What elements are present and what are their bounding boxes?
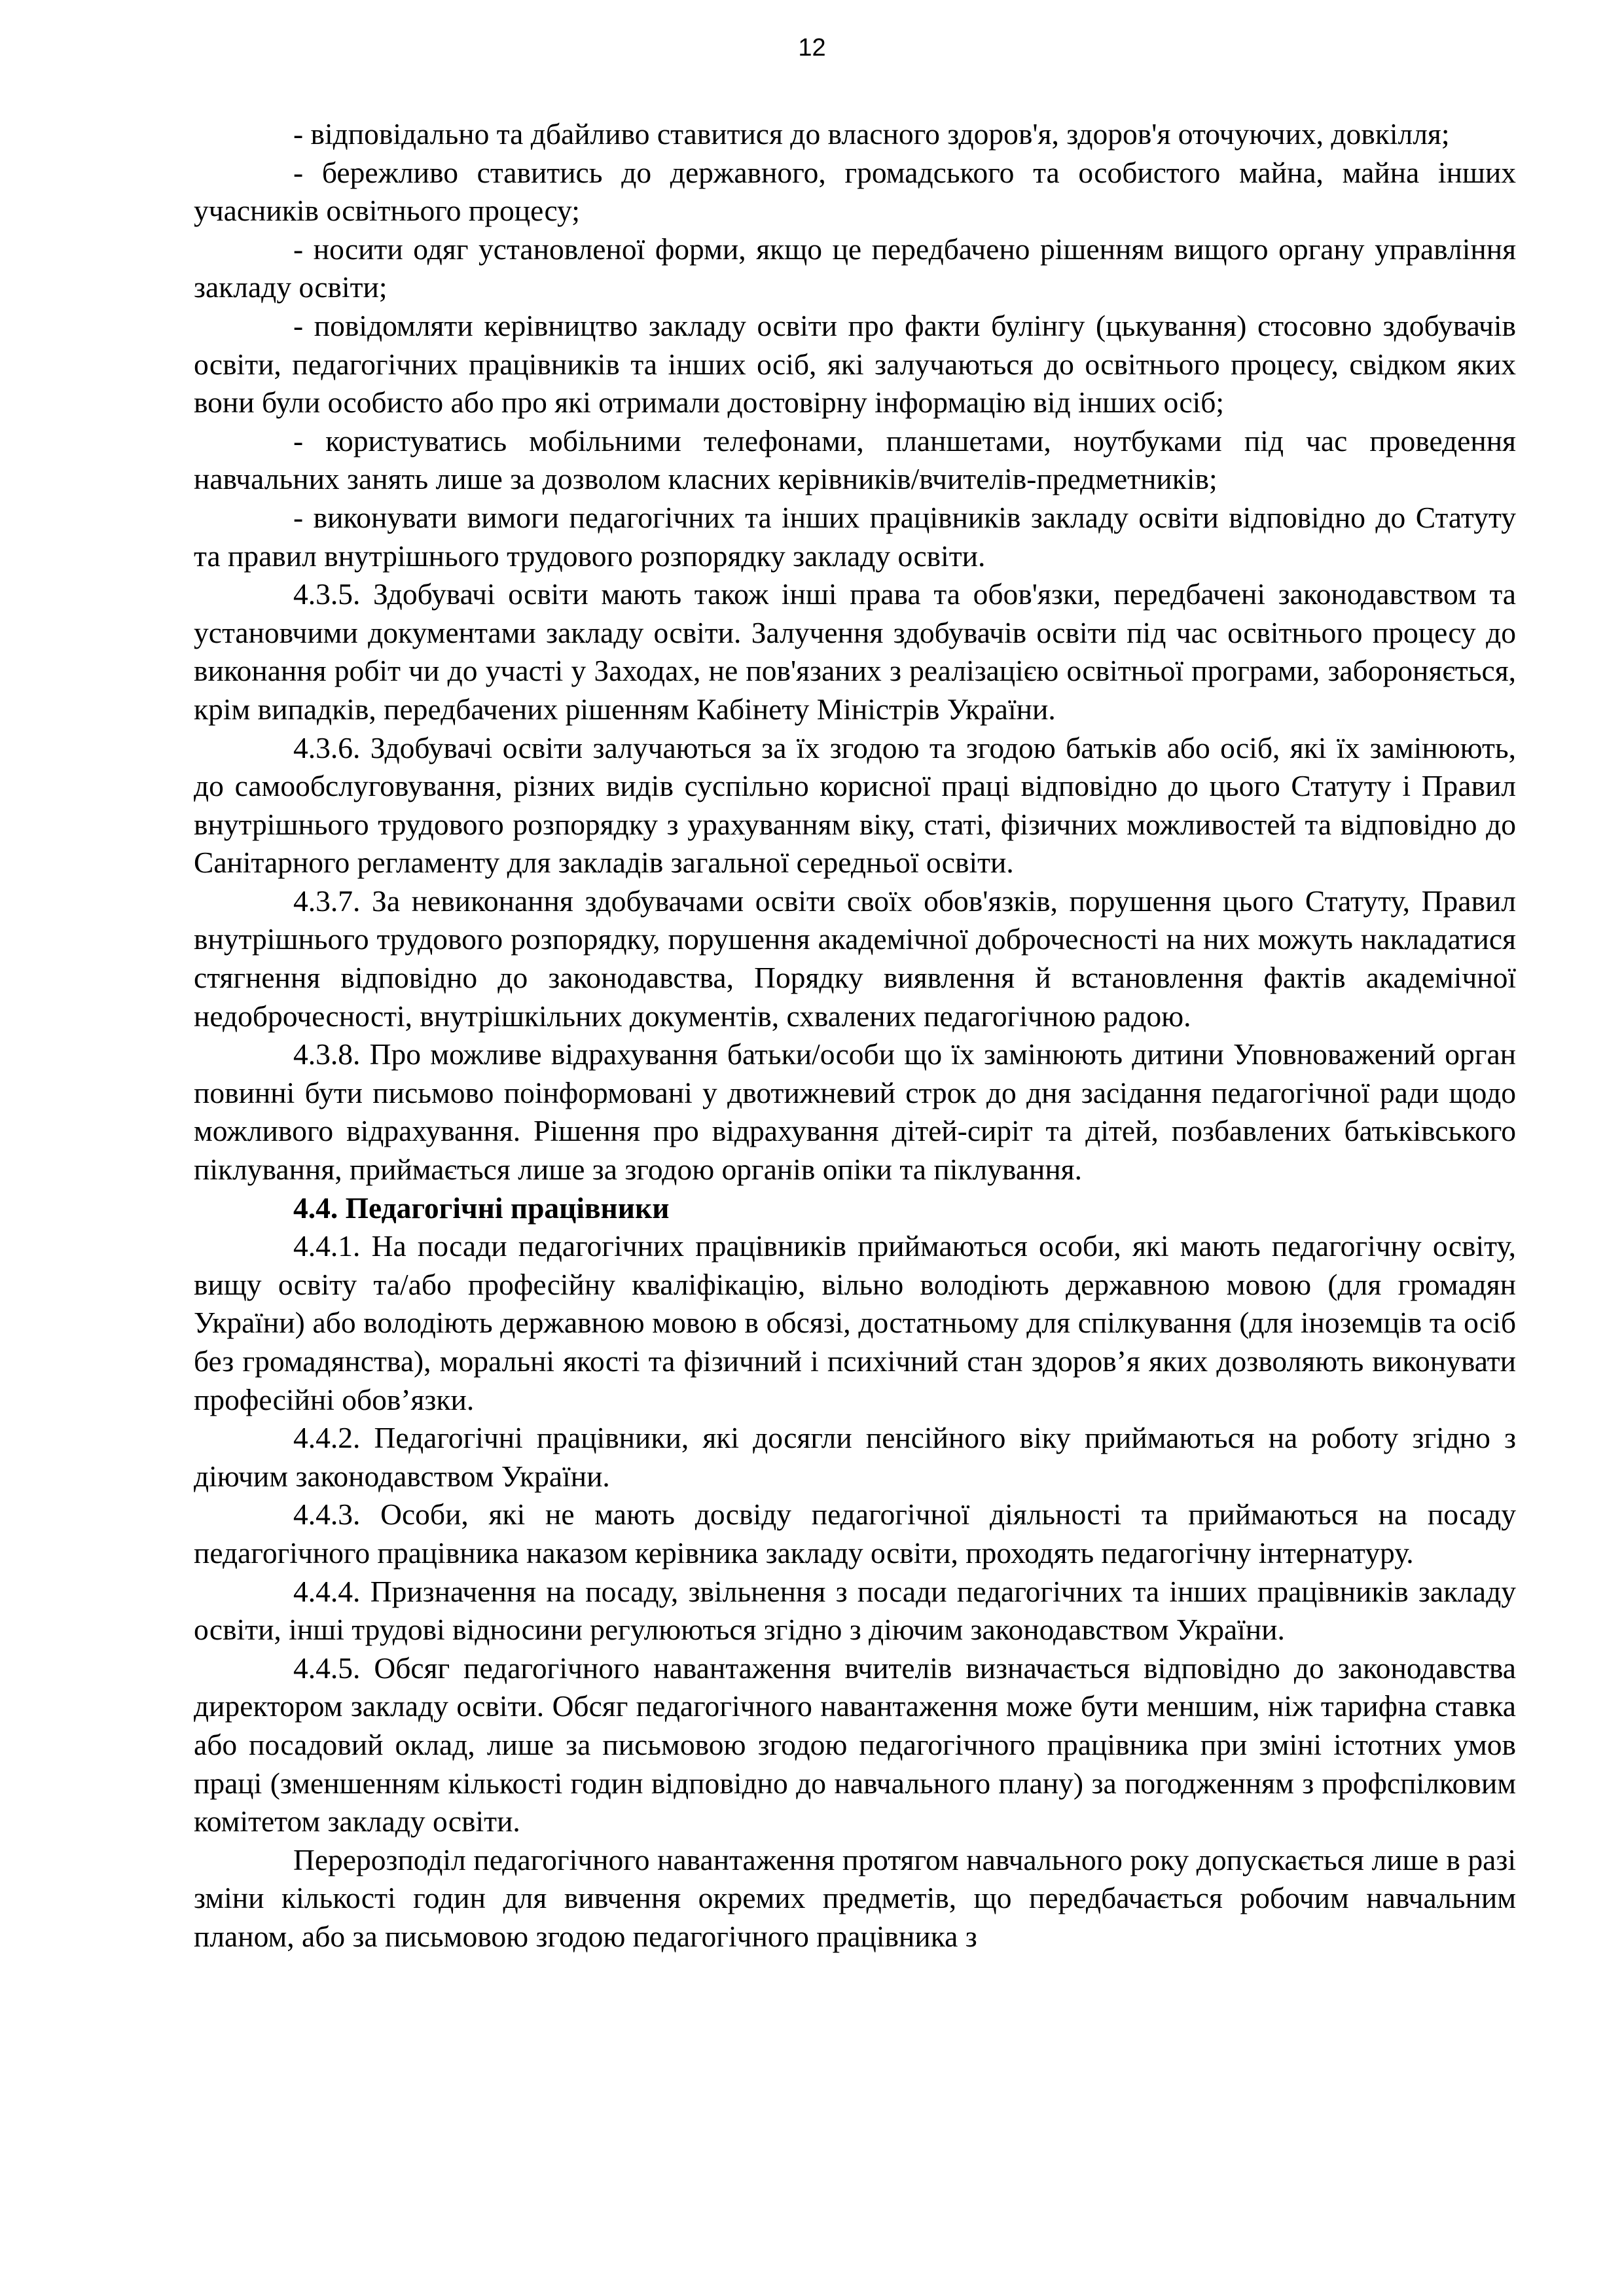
paragraph: 4.3.5. Здобувачі освіти мають також інші права та обов'язки, передбачені законодавством та установчими документами закладу освіти. Залучення здобувачів освіти під час освітнього процесу до виконання робіт чи до участі у Заходах, не пов'язаних з реалізацією освітньої програми, забороняється, крім випадків, передбачених рішенням Кабінету Міністрів України. <box>194 577 1516 726</box>
paragraph: 4.3.7. За невиконання здобувачами освіти своїх обов'язків, порушення цього Статуту, Правил внутрішнього трудового розпорядку, порушення академічної доброчесності на них можуть накладатися стягнення відповідно до законодавства, Порядку виявлення й встановлення фактів академічної недоброчесності, внутрішкільних документів, схвалених педагогічною радою. <box>194 884 1516 1033</box>
section-heading: 4.4. Педагогічні працівники <box>293 1191 670 1225</box>
paragraph: - носити одяг установленої форми, якщо це передбачено рішенням вищого органу управління закладу освіти; <box>194 232 1516 304</box>
paragraph: 4.4.5. Обсяг педагогічного навантаження вчителів визначається відповідно до законодавства директором закладу освіти. Обсяг педагогічного навантаження може бути меншим, ніж тарифна ставка або посадовий оклад, лише за письмовою згодою педагогічного працівника при зміні істотних умов праці (зменшенням кількості годин відповідно до навчального плану) за погодженням з профспілковим комітетом закладу освіти. <box>194 1651 1516 1839</box>
paragraph: - відповідально та дбайливо ставитися до власного здоров'я, здоров'я оточуючих, довкілля; <box>293 117 1450 151</box>
paragraph: 4.4.4. Призначення на посаду, звільнення з посади педагогічних та інших працівників закладу освіти, інші трудові відносини регулюються згідно з діючим законодавством України. <box>194 1574 1516 1647</box>
paragraph: Перерозподіл педагогічного навантаження протягом навчального року допускається лише в разі зміни кількості годин для вивчення окремих предметів, що передбачається робочим навчальним планом, або за письмовою згодою педагогічного працівника з <box>194 1842 1516 1953</box>
paragraph: 4.4.2. Педагогічні працівники, які досягли пенсійного віку приймаються на роботу згідно з діючим законодавством України. <box>194 1421 1516 1493</box>
paragraph: 4.4.3. Особи, які не мають досвіду педагогічної діяльності та приймаються на посаду педагогічного працівника наказом керівника закладу освіти, проходять педагогічну інтернатуру. <box>194 1498 1516 1570</box>
page-number: 12 <box>798 34 826 62</box>
paragraph: - повідомляти керівництво закладу освіти про факти булінгу (цькування) стосовно здобувачів освіти, педагогічних працівників та інших осіб, які залучаються до освітнього процесу, свідком яких вони були особисто або про які отримали достовірну інформацію від інших осіб; <box>194 308 1516 420</box>
document-body <box>194 115 1516 1956</box>
paragraph: - бережливо ставитись до державного, громадського та особистого майна, майна інших учасників освітнього процесу; <box>194 155 1516 228</box>
paragraph: 4.3.6. Здобувачі освіти залучаються за їх згодою та згодою батьків або осіб, які їх замінюють, до самообслуговування, різних видів суспільно корисної праці відповідно до цього Статуту і Правил внутрішнього трудового розпорядку з урахуванням віку, статі, фізичних можливостей та відповідно до Санітарного регламенту для закладів загальної середньої освіти. <box>194 730 1516 880</box>
paragraph: - виконувати вимоги педагогічних та інших працівників закладу освіти відповідно до Статуту та правил внутрішнього трудового розпорядку закладу освіти. <box>194 500 1516 573</box>
paragraph: 4.3.8. Про можливе відрахування батьки/особи що їх замінюють дитини Уповноважений орган повинні бути письмово поінформовані у двотижневий строк до дня засідання педагогічної ради щодо можливого відрахування. Рішення про відрахування дітей-сиріт та дітей, позбавлених батьківського піклування, приймається лише за згодою органів опіки та піклування. <box>194 1037 1516 1187</box>
paragraph: - користуватись мобільними телефонами, планшетами, ноутбуками під час проведення навчальних занять лише за дозволом класних керівників/вчителів-предметників; <box>194 423 1516 496</box>
paragraph: 4.4.1. На посади педагогічних працівників приймаються особи, які мають педагогічну освіту, вищу освіту та/або професійну кваліфікацію, вільно володіють державною мовою (для громадян України) або володіють державною мовою в обсязі, достатньому для спілкування (для іноземців та осіб без громадянства), моральні якості та фізичний і психічний стан здоров’я яких дозволяють виконувати професійні обов’язки. <box>194 1229 1516 1416</box>
